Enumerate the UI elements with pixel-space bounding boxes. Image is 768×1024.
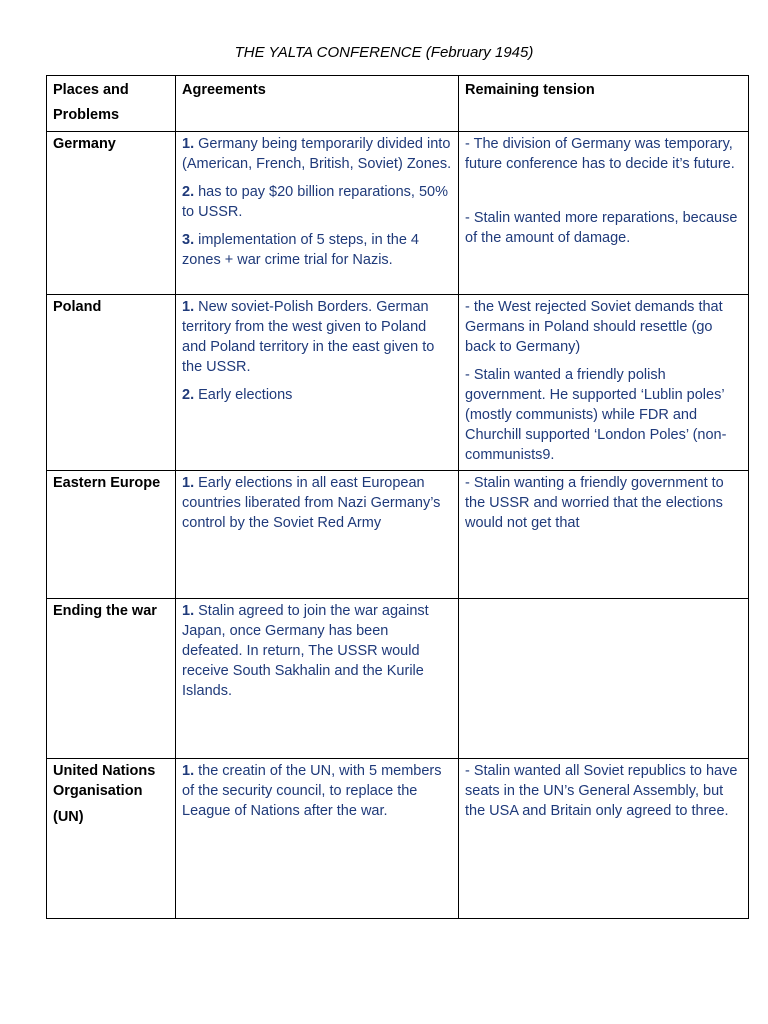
tension-item: - the West rejected Soviet demands that Germans in Poland should resettle (go back to Germany) <box>465 299 723 355</box>
tension-item: - Stalin wanted more reparations, because of the amount of damage. <box>465 210 738 246</box>
header-tension: Remaining tension <box>459 76 749 132</box>
place-cell: Eastern Europe <box>47 471 176 599</box>
agreements-cell <box>176 132 459 295</box>
tension-item: - Stalin wanting a friendly government to the USSR and worried that the elections would not get that <box>465 475 724 531</box>
header-places: Places and Problems <box>47 76 176 132</box>
table-row-eastern-europe <box>47 471 749 599</box>
agreement-item: 1. Stalin agreed to join the war against Japan, once Germany has been defeated. In return, The USSR would receive South Sakhalin and the Kurile Islands. <box>182 603 429 699</box>
agreements-cell <box>176 599 459 759</box>
yalta-table <box>46 75 749 919</box>
tension-cell <box>459 295 749 471</box>
agreement-item: 1. New soviet-Polish Borders. German territory from the west given to Poland and Poland territory in the east given to the USSR. <box>182 299 435 375</box>
agreement-item: 2. has to pay $20 billion reparations, 50% to USSR. <box>182 184 449 220</box>
tension-item: - The division of Germany was temporary, future conference has to decide it’s future. <box>465 136 735 172</box>
table-row-germany <box>47 132 749 295</box>
agreement-item: 1. the creatin of the UN, with 5 members of the security council, to replace the League of Nations after the war. <box>182 763 442 819</box>
header-agreements: Agreements <box>176 76 459 132</box>
agreement-item: 1. Germany being temporarily divided into (American, French, British, Soviet) Zones. <box>182 136 452 172</box>
table-row-poland <box>47 295 749 471</box>
tension-cell <box>459 599 749 759</box>
tension-item: - Stalin wanted all Soviet republics to have seats in the UN’s General Assembly, but the USA and Britain only agreed to three. <box>465 763 738 819</box>
place-cell: United Nations Organisation (UN) <box>47 759 176 919</box>
place-cell: Ending the war <box>47 599 176 759</box>
tension-cell <box>459 132 749 295</box>
table-row-ending-the-war <box>47 599 749 759</box>
place-cell: Germany <box>47 132 176 295</box>
agreement-item: 3. implementation of 5 steps, in the 4 zones + war crime trial for Nazis. <box>182 232 419 268</box>
agreements-cell <box>176 471 459 599</box>
document-title: THE YALTA CONFERENCE (February 1945) <box>234 44 534 61</box>
header-row <box>47 76 749 132</box>
agreement-item: 2. Early elections <box>182 387 293 403</box>
tension-cell <box>459 471 749 599</box>
agreements-cell <box>176 295 459 471</box>
agreement-item: 1. Early elections in all east European countries liberated from Nazi Germany’s control by the Soviet Red Army <box>182 475 441 531</box>
place-cell: Poland <box>47 295 176 471</box>
agreements-cell <box>176 759 459 919</box>
tension-cell <box>459 759 749 919</box>
tension-item: - Stalin wanted a friendly polish government. He supported ‘Lublin poles’ (mostly communists) while FDR and Churchill supported ‘London Poles’ (non-communists9. <box>465 367 727 463</box>
table-row-united-nations <box>47 759 749 919</box>
